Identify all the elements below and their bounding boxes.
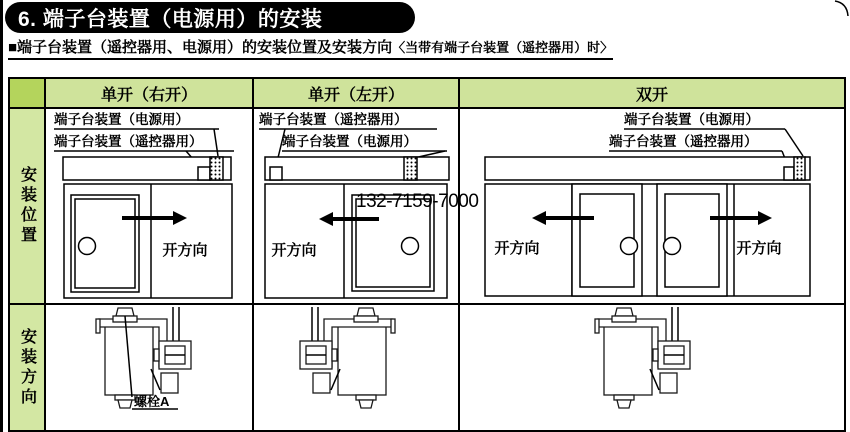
page-edge-strip: [0, 0, 3, 432]
door-handle: [79, 238, 96, 255]
power-terminal-label: 端子台装置（电源用）: [282, 134, 417, 149]
row-header-label: 安装位置: [18, 166, 36, 246]
watermark-number: 132-7159-7000: [356, 191, 479, 212]
cell-direction-single-right: [46, 305, 254, 430]
installation-table: [8, 77, 846, 432]
subtitle-text: ■端子台装置（遥控器用、电源用）的安装位置及安装方向: [8, 39, 393, 56]
column-header-double: [460, 79, 844, 109]
device-drawing: [96, 307, 191, 408]
device-drawing: [595, 307, 690, 408]
power-terminal-box: [404, 157, 417, 180]
column-header-label: 单开（右开）: [100, 86, 197, 104]
position-diagram-right-open: [46, 109, 252, 303]
top-rail: [485, 157, 810, 180]
door-handle: [402, 238, 419, 255]
subtitle-note: 〈当带有端子台装置（遥控器用）时〉: [392, 40, 614, 55]
row-header-install-position: [10, 109, 46, 305]
table-corner-cell: [10, 79, 46, 109]
top-rail: [63, 157, 231, 180]
cell-direction-single-left: [254, 305, 460, 430]
direction-drawing-left: [254, 305, 458, 426]
open-direction-label: 开方向: [736, 240, 782, 257]
power-terminal-label: 端子台装置（电源用）: [624, 112, 759, 127]
column-header-single-right: [46, 79, 254, 109]
cell-position-double: [460, 109, 844, 305]
column-header-label: 单开（左开）: [307, 86, 404, 104]
row-header-label: 安装方向: [18, 327, 36, 408]
row-header-install-direction: [10, 305, 46, 430]
position-diagram-double-open: [460, 109, 840, 303]
open-direction-label: 开方向: [494, 240, 540, 257]
door-handle: [664, 238, 681, 255]
remote-terminal-box: [270, 167, 282, 180]
door-diagram: [485, 184, 810, 296]
remote-terminal-label: 端子台装置（遥控器用）: [609, 134, 758, 149]
cell-position-single-right: [46, 109, 254, 305]
remote-terminal-box: [198, 167, 210, 180]
column-header-label: 双开: [635, 86, 668, 104]
column-header-single-left: [254, 79, 460, 109]
remote-terminal-box: [784, 167, 794, 180]
section-title: 6. 端子台装置（电源用）的安装: [18, 7, 323, 31]
direction-drawing-double: [460, 305, 840, 426]
open-direction-label: 开方向: [162, 242, 208, 259]
top-rail: [265, 157, 449, 180]
section-title-badge: [5, 2, 415, 33]
power-terminal-label: 端子台装置（电源用）: [54, 112, 189, 127]
subtitle: [8, 39, 613, 60]
bolt-a-label: 螺栓A: [134, 394, 170, 409]
direction-drawing-right: [46, 305, 252, 426]
power-terminal-box: [794, 157, 805, 180]
cropped-badge-corner: [832, 0, 850, 18]
door-diagram: [64, 184, 232, 298]
device-drawing-mirrored: [300, 307, 395, 408]
remote-terminal-label: 端子台装置（遥控器用）: [54, 134, 203, 149]
open-direction-label: 开方向: [271, 242, 317, 259]
door-handle: [621, 238, 638, 255]
power-terminal-box: [210, 157, 223, 180]
cell-direction-double: [460, 305, 844, 430]
remote-terminal-label: 端子台装置（遥控器用）: [259, 112, 408, 127]
